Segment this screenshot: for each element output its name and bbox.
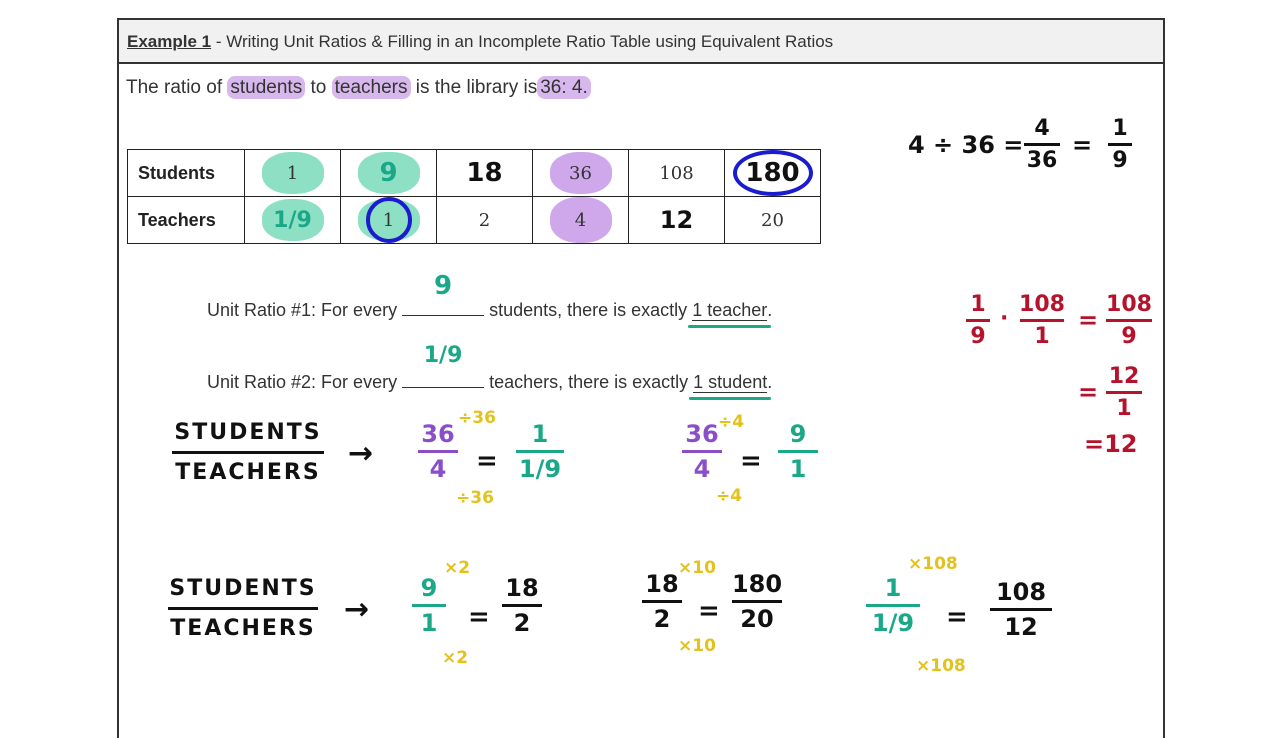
example-label: Example 1	[127, 32, 212, 51]
divide-annotation: ÷4	[718, 412, 745, 432]
multiply-annotation: ×2	[444, 558, 471, 578]
table-cell: 180	[725, 150, 821, 197]
row-label-students: Students	[128, 150, 245, 197]
equals-sign: =	[1078, 378, 1099, 406]
fraction-1-1over9: 1 1/9	[866, 574, 920, 637]
highlight-teachers: teachers	[332, 76, 411, 99]
example-header	[119, 20, 1163, 64]
row-label-teachers: Teachers	[128, 197, 245, 244]
table-cell: 4	[533, 197, 629, 244]
fraction-36-4: 36 4	[418, 420, 458, 483]
ratio-table	[127, 149, 821, 244]
equals-sign: =	[1078, 306, 1099, 334]
table-cell: 2	[437, 197, 533, 244]
students-teachers-label: STUDENTS TEACHERS	[169, 576, 317, 641]
divide-annotation: ÷36	[458, 408, 496, 428]
fraction-9-1: 9 1	[412, 574, 446, 637]
arrow-icon: →	[344, 592, 370, 627]
students-teachers-label: STUDENTS TEACHERS	[172, 420, 324, 485]
table-row	[128, 197, 821, 244]
multiply-annotation: ×2	[442, 648, 469, 668]
underlined-answer: 1 teacher	[692, 300, 767, 321]
multiply-annotation: ×10	[678, 636, 716, 656]
unit-ratio-2: Unit Ratio #2: For every 1/9 teachers, there is exactly 1 student .	[207, 369, 772, 393]
red-fraction: 12 1	[1106, 364, 1142, 421]
fraction-180-20: 180 20	[731, 570, 783, 633]
fraction-18-2: 18 2	[502, 574, 542, 637]
table-cell: 108	[629, 150, 725, 197]
intro-text: The ratio of	[126, 77, 228, 98]
fraction-36-4: 36 4	[682, 420, 722, 483]
multiply-annotation: ×108	[916, 656, 966, 676]
table-cell: 1/9	[245, 197, 341, 244]
fraction-9-1: 9 1	[778, 420, 818, 483]
fraction-1-1over9: 1 1/9	[516, 420, 564, 483]
table-cell: 18	[437, 150, 533, 197]
intro-text: to	[305, 77, 332, 98]
table-cell: 20	[725, 197, 821, 244]
red-fraction: 108 1	[1019, 292, 1065, 349]
table-cell: 12	[629, 197, 725, 244]
table-cell: 9	[341, 150, 437, 197]
intro-text: is the library is	[410, 77, 538, 98]
red-fraction: 1 9	[966, 292, 990, 349]
equals-sign: =	[946, 602, 968, 632]
fraction-18-2: 18 2	[642, 570, 682, 633]
unit-ratio-1: Unit Ratio #1: For every 9 students, there is exactly 1 teacher .	[207, 297, 772, 321]
equals-sign: =	[1072, 131, 1093, 159]
example-title: - Writing Unit Ratios & Filling in an Incomplete Ratio Table using Equivalent Ratios	[211, 32, 834, 51]
table-row	[128, 150, 821, 197]
fraction-108-12: 108 12	[990, 578, 1052, 641]
red-fraction: 108 9	[1106, 292, 1152, 349]
underlined-answer: 1 student	[693, 372, 767, 393]
divide-annotation: ÷4	[716, 486, 743, 506]
highlight-students: students	[227, 76, 305, 99]
multiply-dot: ·	[1000, 306, 1009, 331]
arrow-icon: →	[348, 436, 374, 471]
answer-blank: 1/9	[402, 369, 484, 388]
multiply-annotation: ×10	[678, 558, 716, 578]
highlight-ratio: 36: 4.	[537, 76, 591, 99]
table-cell: 1	[341, 197, 437, 244]
equals-sign: =	[468, 602, 490, 632]
table-cell: 36	[533, 150, 629, 197]
red-result: =12	[1084, 430, 1138, 458]
equals-sign: =	[698, 596, 720, 626]
equals-sign: =	[740, 446, 762, 476]
answer-blank: 9	[402, 297, 484, 316]
equals-sign: =	[476, 446, 498, 476]
intro-sentence	[126, 77, 591, 99]
fraction-4-36: 4 36	[1024, 116, 1060, 173]
division-work: 4 ÷ 36 =	[908, 131, 1024, 159]
multiply-annotation: ×108	[908, 554, 958, 574]
fraction-1-9: 1 9	[1108, 116, 1132, 173]
table-cell: 1	[245, 150, 341, 197]
divide-annotation: ÷36	[456, 488, 494, 508]
